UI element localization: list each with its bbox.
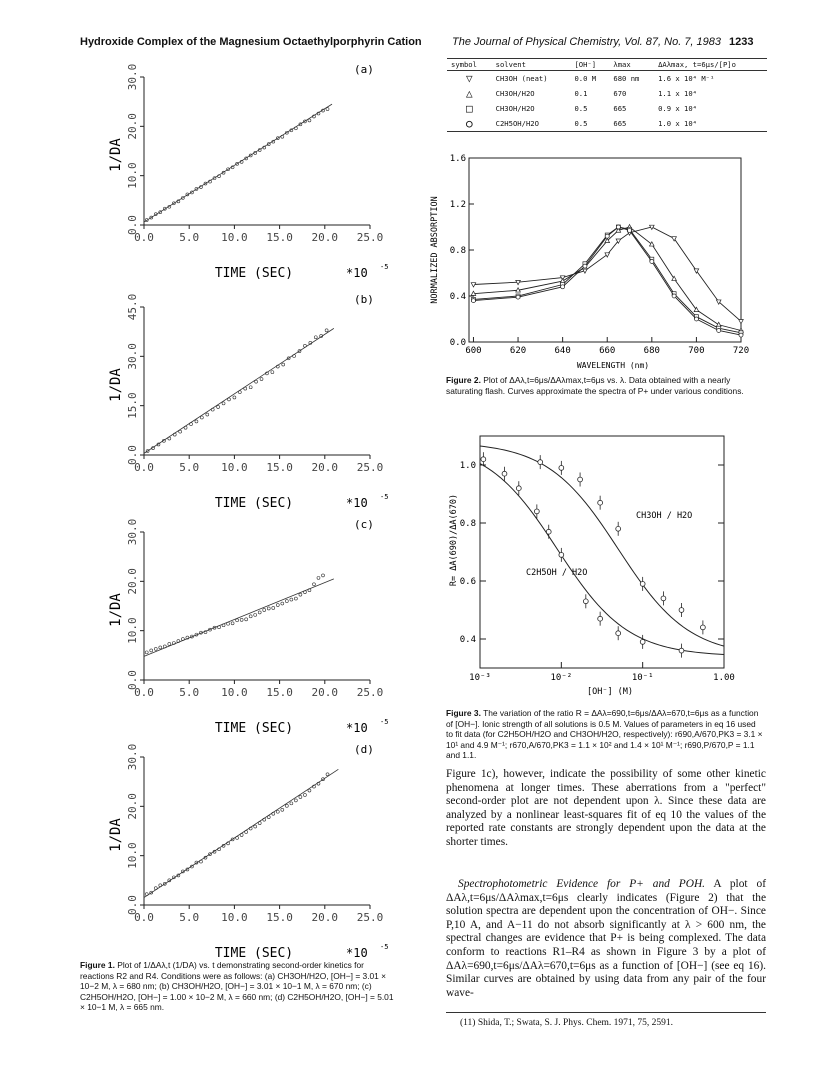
y-tick-label: 0.0 (449, 338, 466, 348)
x-tick-label: 20.0 (311, 231, 339, 244)
x-tick-label: 10.0 (221, 686, 248, 699)
data-point (739, 320, 744, 324)
caption-label: Figure 2. (446, 375, 481, 385)
caption-text: Plot of 1/ΔAλ,t (1/DA) vs. t demonstrating second-order kinetics for reactions R2 and R4. Conditions were as follows: (a) CH3OH/H2O, [OH−] = 3.01 × 10−2 M, λ = 680 nm; (b) CH3OH/H2O, [OH−] = 3.01 × 10−1 M, λ = 670 nm; (c) C2H5OH/H2O, [OH−] = 1.00 × 10−2 M, λ = 660 nm; (d) C2H5OH/H2O, [OH−] = 5.01 × 10−1 M, λ = 665 nm. (80, 960, 394, 1013)
data-point (700, 625, 705, 630)
oh-cell: 0.0 M (574, 74, 597, 83)
symbol-triangle-up-icon: △ (466, 87, 473, 100)
x-tick-label: 0.0 (134, 911, 154, 924)
oh-cell: 0.1 (574, 89, 588, 98)
data-point (538, 460, 543, 465)
x-tick-label: 5.0 (179, 461, 200, 474)
data-point (516, 295, 520, 299)
y-tick-label: 0.6 (459, 577, 476, 587)
data-point (276, 810, 279, 813)
x-tick-label: 25.0 (356, 686, 384, 699)
data-point (285, 600, 288, 603)
symbol-circle-icon: ○ (466, 117, 473, 130)
x-tick-label: 660 (599, 346, 616, 356)
data-point (236, 619, 239, 622)
data-point (294, 799, 297, 802)
panel-label: (d) (354, 743, 374, 756)
figure-2-chart (425, 150, 755, 372)
solvent-cell: CH3OH (neat) (495, 74, 548, 83)
footnote: (11) Shida, T.; Swata, S. J. Phys. Chem. 1971, 75, 2591. (460, 1018, 674, 1028)
data-point (258, 611, 261, 614)
x-tick-label: 5.0 (179, 911, 200, 924)
data-point (231, 622, 234, 625)
data-point (190, 423, 193, 426)
x-axis-label: TIME (SEC) (214, 721, 294, 736)
x-tick-label: 680 (643, 346, 660, 356)
y-tick-label: 0.0 (126, 895, 139, 915)
data-point (159, 646, 162, 649)
ratio-cell: 1.1 x 10⁴ (658, 89, 698, 98)
data-point (271, 371, 274, 374)
symbol-triangle-down-icon: ▽ (466, 72, 473, 85)
data-point (282, 363, 285, 366)
y-tick-label: 0.8 (449, 246, 466, 256)
y-tick-label: 1.2 (449, 200, 466, 210)
paragraph-text: A plot of ΔAλ,t=6μs/ΔAλmax,t=6μs clearly indicates (Figure 2) that the solution spectra are dependent upon the concentration of OH−. Since P,10 A, and A−11 do not absorb significantly at λ > 600 nm, the spectral changes are evidence that P+ is being complexed. The data conform to reactions R1–R4 as shown in Figure 3 by a plot of ΔAλ=690,t=6μs/ΔAλ=670,t=6μs as a function of [OH−] (see eq 16). Similar curves are obtained by using data from any pair of the four wave- (446, 878, 766, 999)
data-point (240, 833, 243, 836)
data-point (326, 773, 329, 776)
data-point (168, 642, 171, 645)
data-point (717, 329, 721, 333)
body-paragraph-2 (446, 878, 766, 1000)
x-multiplier: *10 (346, 946, 368, 960)
symbol-table-block (447, 58, 767, 132)
y-axis-label: 1/DA (108, 368, 124, 402)
data-point (303, 591, 306, 594)
plot-frame (480, 436, 724, 668)
x-multiplier: *10 (346, 266, 368, 280)
data-point (303, 344, 306, 347)
y-tick-label: 30.0 (126, 343, 139, 370)
ratio-cell: 1.6 x 10⁴ M⁻¹ (658, 74, 715, 83)
data-point (308, 119, 311, 122)
x-tick-label: 5.0 (179, 231, 200, 244)
data-point (267, 607, 270, 610)
lmax-cell: 670 (613, 89, 627, 98)
y-tick-label: 45.0 (126, 293, 139, 321)
data-point (650, 242, 655, 246)
page-number: 1233 (729, 36, 754, 48)
y-axis-label: 1/DA (108, 818, 124, 852)
data-point (227, 398, 230, 401)
data-point (236, 836, 239, 839)
y-tick-label: 30.0 (126, 743, 139, 771)
col-header: [OH⁻] (574, 60, 597, 69)
data-point (145, 893, 148, 896)
data-point (200, 416, 203, 419)
data-point (249, 386, 252, 389)
data-point (260, 378, 263, 381)
col-header: ΔAλmax, t=6μs/[P]o (658, 60, 736, 69)
x-tick-label: 700 (688, 346, 705, 356)
x-tick-label: 640 (554, 346, 571, 356)
y-tick-label: 20.0 (126, 568, 139, 595)
x-tick-label: 10.0 (221, 231, 248, 244)
x-tick-label: 10.0 (221, 911, 248, 924)
data-point (245, 618, 248, 621)
col-header: λmax (613, 60, 631, 69)
data-point (312, 583, 315, 586)
x-tick-label: 10⁻¹ (631, 673, 654, 683)
data-point (471, 299, 475, 303)
data-point (145, 651, 148, 654)
section-heading: Spectrophotometric Evidence for P+ and POH. (458, 878, 706, 890)
data-point (254, 825, 257, 828)
y-axis-label: NORMALIZED ABSORPTION (430, 196, 440, 304)
data-point (578, 477, 583, 482)
lmax-cell: 665 (613, 104, 627, 113)
data-point (321, 574, 324, 577)
data-point (661, 596, 666, 601)
data-point (739, 333, 743, 337)
x-tick-label: 15.0 (266, 231, 293, 244)
x-exponent: -5 (380, 718, 389, 726)
y-tick-label: 10.0 (126, 162, 139, 189)
data-point (258, 822, 261, 825)
y-tick-label: 20.0 (126, 793, 139, 820)
x-exponent: -5 (380, 263, 389, 271)
data-point (583, 599, 588, 604)
x-axis-label: WAVELENGTH (nm) (576, 361, 650, 370)
body-paragraph-1: Figure 1c), however, indicate the possibility of some other kinetic phenomena at longer times. These aberrations from a "perfect" second-order plot are not dependent upon λ. Since these data are analyzed by a nonlinear least-squares fit of eq 10 the values of the reported rate constants are strongly dependent upon the data at the shorter times. (446, 768, 766, 848)
data-point (254, 613, 257, 616)
data-point (314, 336, 317, 339)
solvent-cell: C2H5OH/H2O (495, 119, 539, 128)
plot-frame (469, 158, 741, 342)
y-tick-label: 1.6 (449, 154, 466, 164)
data-point (628, 228, 632, 232)
data-point (184, 426, 187, 429)
data-point (650, 260, 654, 264)
data-point (154, 887, 157, 890)
x-tick-label: 10.0 (221, 461, 248, 474)
data-point (199, 860, 202, 863)
x-tick-label: 720 (732, 346, 750, 356)
data-point (559, 466, 564, 471)
data-point (303, 793, 306, 796)
x-tick-label: 20.0 (311, 686, 339, 699)
data-point (281, 602, 284, 605)
data-point (616, 225, 620, 229)
data-point (217, 405, 220, 408)
data-point (299, 795, 302, 798)
curve-label-c2h5oh: C2H5OH / H2O (526, 568, 588, 578)
ratio-cell: 1.0 x 10⁴ (658, 119, 698, 128)
curve-label-ch3oh: CH3OH / H2O (636, 511, 693, 521)
data-point (218, 626, 221, 629)
solvent-cell: CH3OH/H2O (495, 89, 535, 98)
running-head: Hydroxide Complex of the Magnesium Octaethylporphyrin Cation (80, 36, 422, 48)
x-tick-label: 0.0 (134, 686, 154, 699)
data-point (294, 597, 297, 600)
data-point (222, 402, 225, 405)
data-point (281, 808, 284, 811)
col-header: symbol (451, 60, 477, 69)
data-point (272, 606, 275, 609)
data-point (326, 108, 329, 111)
data-point (502, 471, 507, 476)
figure-3-chart (440, 430, 765, 705)
data-point (244, 387, 247, 390)
data-point (263, 608, 266, 611)
caption-label: Figure 3. (446, 708, 481, 718)
x-axis-label: TIME (SEC) (214, 496, 294, 511)
y-tick-label: 0.0 (126, 670, 139, 690)
caption-text: The variation of the ratio R = ΔAλ=690,t=6μs/ΔAλ=670,t=6μs as a function of [OH−]. Ionic strength of all solutions is 0.5 M. Values of parameters in eq 16 used to fit data (for C2H5OH/H2O and CH3OH/H2O, respectively): r690,A/670,PK3 = 3.1 × 10¹ and 4.9 M⁻¹; r670,A/670,PK3 = 1.1 × 10² and 1.4 × 10¹ M⁻¹; r690,P/670,P = 1.1 and 1.1. (446, 708, 763, 761)
x-tick-label: 5.0 (179, 686, 200, 699)
data-point (605, 234, 609, 238)
x-tick-label: 20.0 (311, 461, 339, 474)
y-tick-label: 0.4 (449, 292, 466, 302)
x-tick-label: 15.0 (266, 461, 293, 474)
caption-label: Figure 1. (80, 960, 115, 970)
y-tick-label: 0.8 (459, 519, 476, 529)
data-point (325, 329, 328, 332)
data-point (290, 802, 293, 805)
fit-curve (480, 463, 724, 654)
symbol-table (447, 58, 767, 132)
oh-cell: 0.5 (574, 104, 588, 113)
data-point (616, 526, 621, 531)
table-row (447, 101, 767, 116)
data-point (583, 264, 587, 268)
fit-curve (480, 446, 724, 646)
data-point (179, 430, 182, 433)
x-tick-label: 0.0 (134, 461, 154, 474)
data-point (249, 615, 252, 618)
oh-cell: 0.5 (574, 119, 588, 128)
y-tick-label: 0.4 (459, 635, 476, 645)
table-row (447, 71, 767, 87)
data-point (559, 553, 564, 558)
data-point (276, 604, 279, 607)
caption-text: Plot of ΔAλ,t=6μs/ΔAλmax,t=6μs vs. λ. Data obtained with a nearly saturating flash. Curves approximate the spectra of P+ under various conditions. (446, 375, 744, 396)
y-tick-label: 30.0 (126, 63, 139, 91)
lmax-cell: 665 (613, 119, 627, 128)
x-tick-label: 25.0 (356, 461, 384, 474)
data-point (605, 253, 610, 257)
data-point (598, 500, 603, 505)
data-point (154, 647, 157, 650)
fig1-panel-c (110, 510, 400, 740)
data-point (195, 420, 198, 423)
data-point (233, 396, 236, 399)
fig1-panel-b (108, 285, 400, 511)
data-point (240, 618, 243, 621)
panel-label: (c) (354, 518, 374, 531)
data-point (299, 593, 302, 596)
data-point (245, 830, 248, 833)
x-tick-label: 600 (465, 346, 482, 356)
figure-1-caption (80, 960, 398, 1013)
y-tick-label: 15.0 (126, 392, 139, 419)
y-tick-label: 0.0 (126, 215, 139, 235)
data-point (640, 640, 645, 645)
x-tick-label: 0.0 (134, 231, 154, 244)
data-point (238, 391, 241, 394)
table-row (447, 116, 767, 132)
data-point (546, 529, 551, 534)
x-multiplier: *10 (346, 721, 368, 735)
ratio-cell: 0.9 x 10⁴ (658, 104, 698, 113)
data-point (285, 804, 288, 807)
data-point (227, 622, 230, 625)
table-row (447, 86, 767, 101)
data-point (150, 649, 153, 652)
y-tick-label: 0.0 (126, 445, 139, 465)
figure-3-caption (446, 708, 764, 761)
footnote-rule (446, 1012, 766, 1013)
y-tick-label: 10.0 (126, 842, 139, 869)
data-point (267, 816, 270, 819)
data-point (159, 884, 162, 887)
journal-citation (452, 36, 766, 48)
y-tick-label: 30.0 (126, 518, 139, 546)
data-point (206, 413, 209, 416)
panel-label: (a) (354, 63, 374, 76)
data-point (534, 509, 539, 514)
x-tick-label: 10⁻² (550, 673, 573, 683)
figure-2-caption (446, 375, 764, 396)
fig1-panel-a (108, 55, 400, 281)
x-tick-label: 25.0 (356, 231, 384, 244)
data-point (168, 437, 171, 440)
data-point (679, 648, 684, 653)
data-point (694, 317, 698, 321)
x-exponent: -5 (380, 493, 389, 501)
x-exponent: -5 (380, 943, 389, 951)
x-axis-label: TIME (SEC) (214, 946, 294, 961)
solvent-cell: CH3OH/H2O (495, 104, 535, 113)
lmax-cell: 680 nm (613, 74, 640, 83)
data-point (672, 294, 676, 298)
data-point (640, 582, 645, 587)
data-point (598, 616, 603, 621)
symbol-square-icon: □ (466, 102, 473, 115)
x-axis-label: TIME (SEC) (214, 266, 294, 281)
panel-label: (b) (354, 293, 374, 306)
fit-line (144, 104, 332, 222)
x-tick-label: 20.0 (311, 911, 339, 924)
x-axis-label: [OH⁻] (M) (586, 687, 634, 697)
data-point (308, 789, 311, 792)
data-point (679, 608, 684, 613)
data-point (317, 576, 320, 579)
fig1-panel-d (110, 735, 400, 965)
y-axis-label: 1/DA (108, 138, 124, 172)
data-point (516, 486, 521, 491)
x-multiplier: *10 (346, 496, 368, 510)
data-point (290, 598, 293, 601)
x-tick-label: 15.0 (266, 911, 293, 924)
data-point (616, 631, 621, 636)
y-tick-label: 1.0 (459, 461, 476, 471)
x-tick-label: 620 (509, 346, 527, 356)
col-header: solvent (495, 60, 526, 69)
y-axis-label: R= ΔA(690)/ΔA(670) (449, 493, 459, 587)
x-tick-label: 25.0 (356, 911, 384, 924)
y-tick-label: 10.0 (126, 617, 139, 644)
data-point (561, 285, 565, 289)
journal-name: The Journal of Physical Chemistry, Vol. 87, No. 7, 1983 (452, 36, 722, 48)
x-tick-label: 10⁻³ (469, 673, 491, 683)
data-point (481, 457, 486, 462)
y-axis-label: 1/DA (108, 593, 124, 627)
y-tick-label: 20.0 (126, 113, 139, 140)
data-point (255, 380, 258, 383)
x-tick-label: 1.00 (713, 673, 735, 683)
x-tick-label: 15.0 (266, 686, 293, 699)
